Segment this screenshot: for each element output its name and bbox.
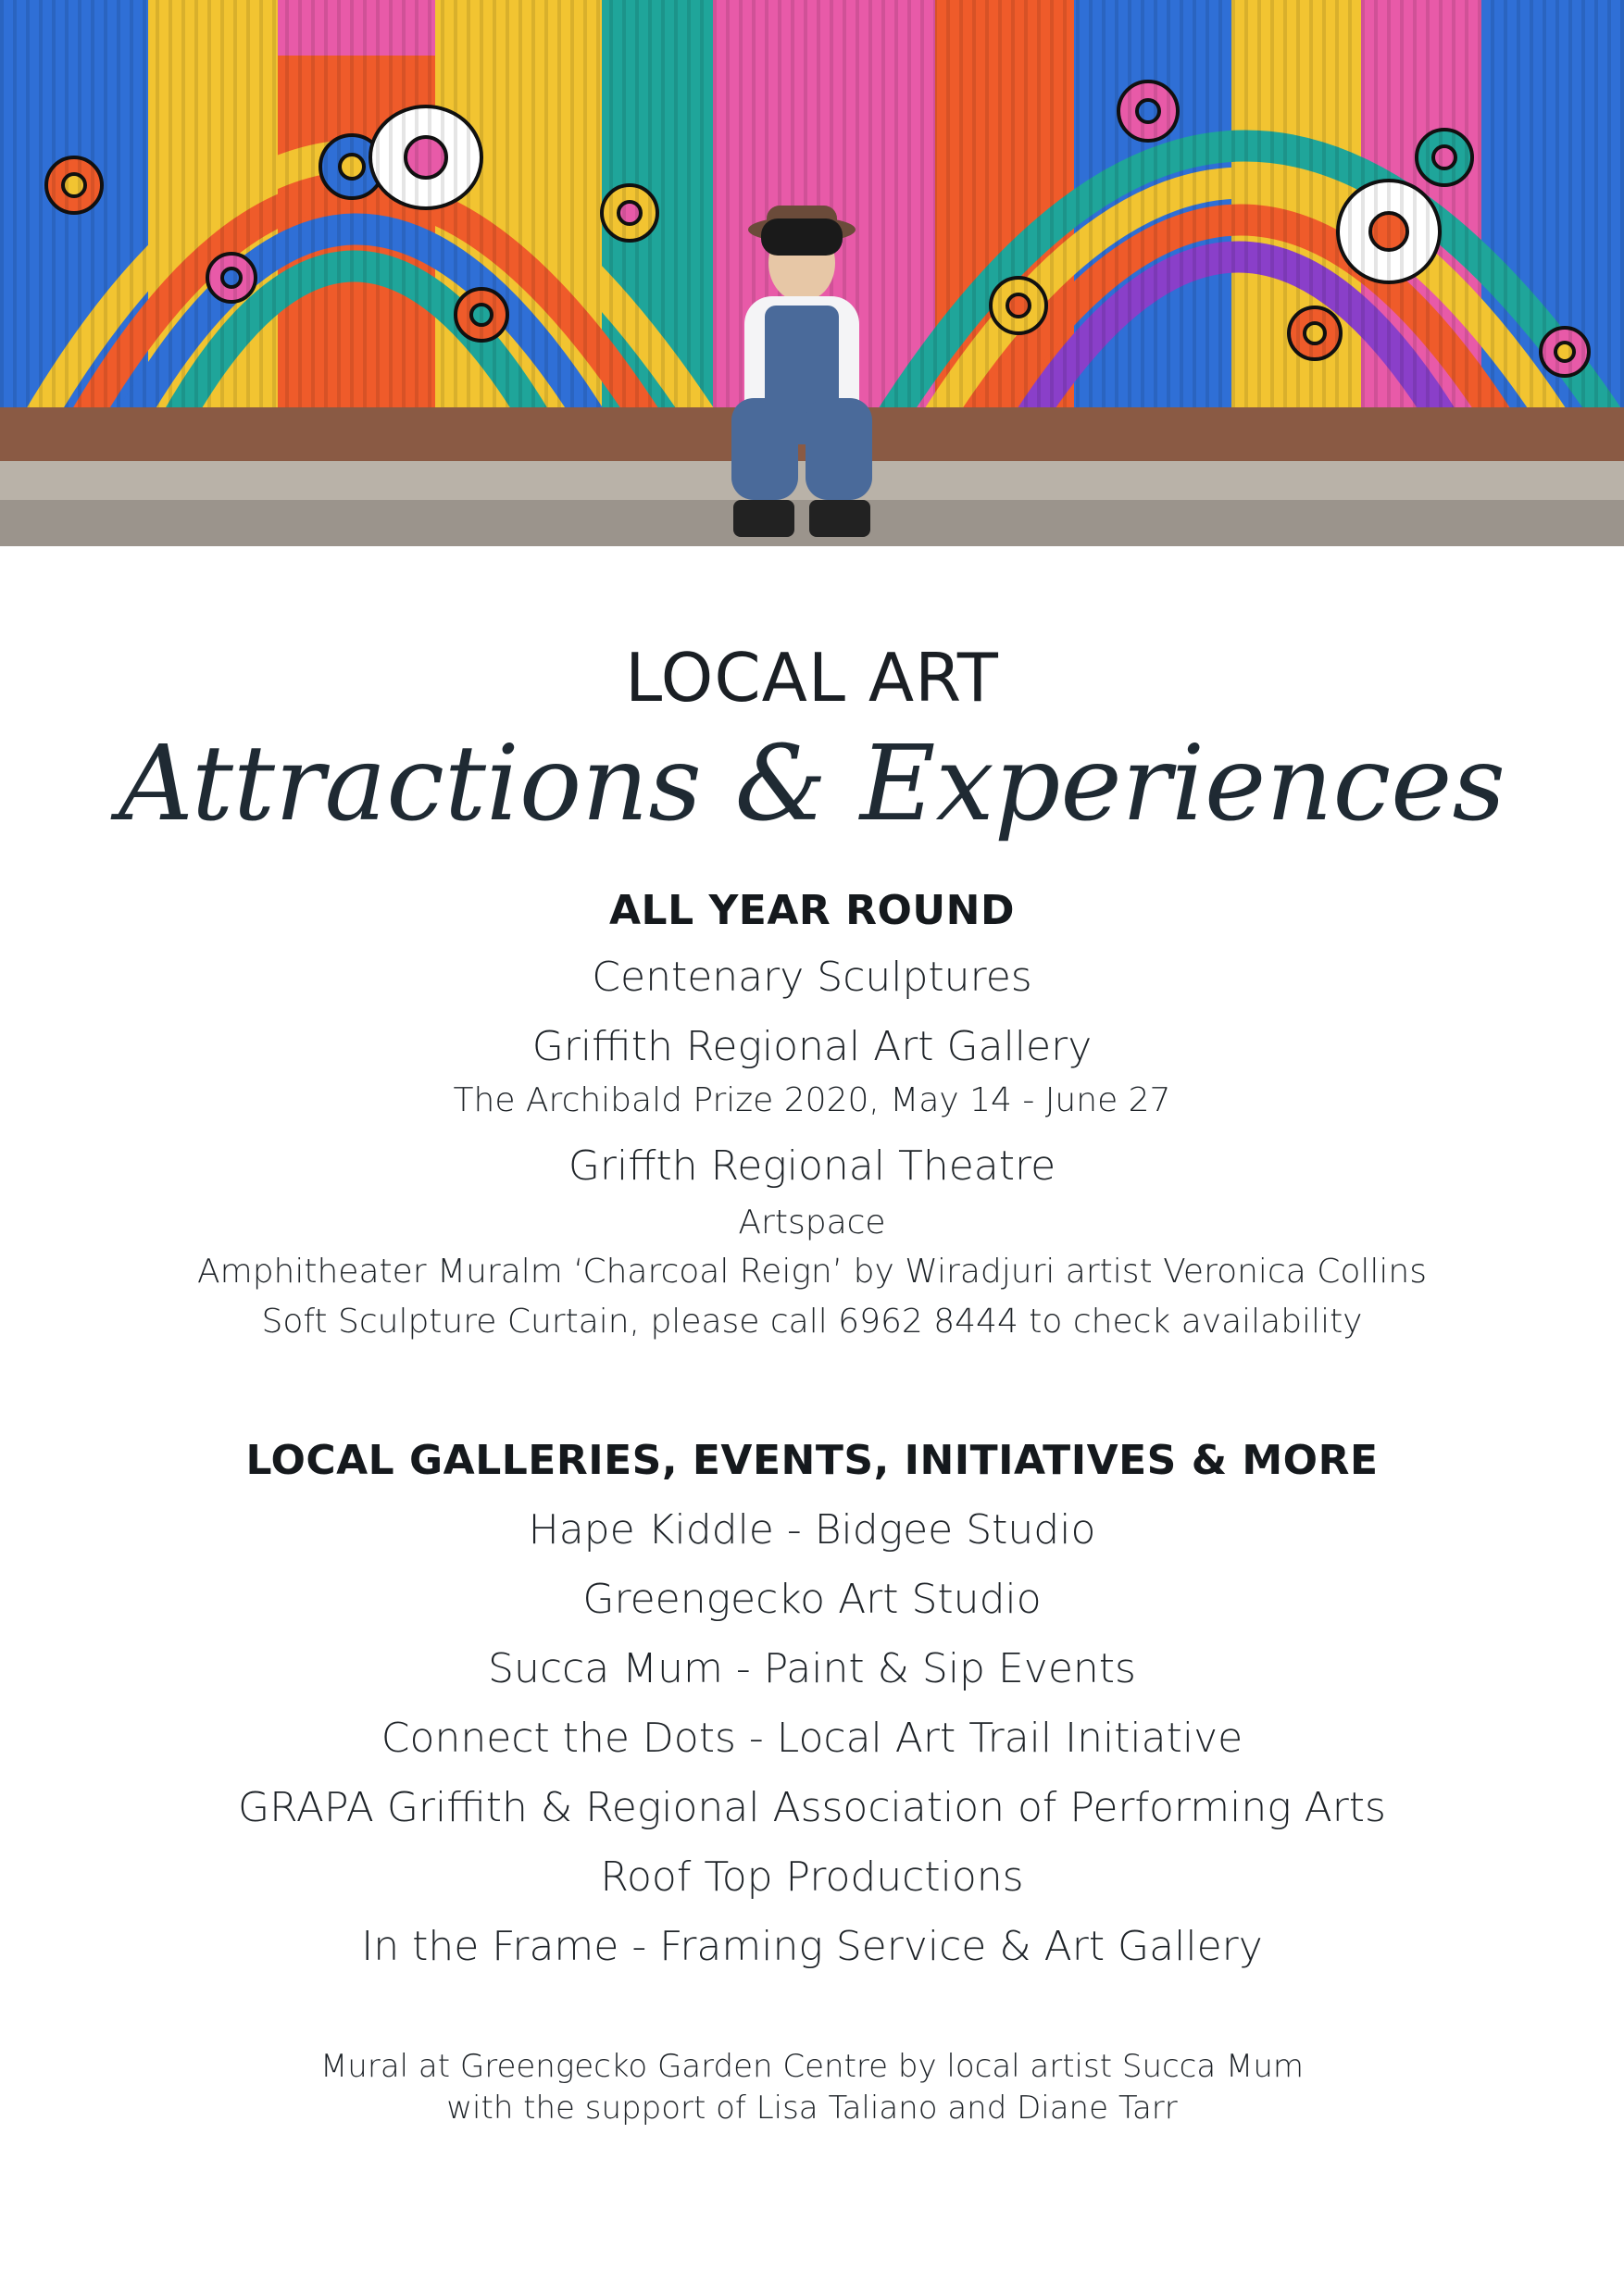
list-item: Greengecko Art Studio <box>582 1576 1042 1623</box>
photo-caption-line-2: with the support of Lisa Taliano and Diane Tarr <box>446 2090 1178 2127</box>
photo-caption-line-1: Mural at Greengecko Garden Centre by local artist Succa Mum <box>319 2048 1305 2085</box>
list-item-detail: The Archibald Prize 2020, May 14 - June 27 <box>453 1081 1171 1119</box>
list-item: In the Frame - Framing Service & Art Gallery <box>361 1923 1263 1970</box>
list-item: GRAPA Griffith & Regional Association of Performing Arts <box>238 1784 1386 1831</box>
section-heading-local: LOCAL GALLERIES, EVENTS, INITIATIVES & MORE <box>245 1437 1379 1484</box>
list-item: Griffith Regional Art Gallery <box>531 1023 1093 1070</box>
list-item-detail: Artspace <box>738 1204 886 1242</box>
list-item: Centenary Sculptures <box>592 954 1032 1001</box>
page-title: LOCAL ART <box>625 639 999 717</box>
mural-photo <box>0 0 1624 546</box>
list-item: Hape Kiddle - Bidgee Studio <box>528 1506 1096 1554</box>
list-item-detail: Soft Sculpture Curtain, please call 6962 8444 to check availability <box>261 1303 1363 1341</box>
list-item: Connect the Dots - Local Art Trail Initiative <box>381 1715 1243 1762</box>
list-item: Griffth Regional Theatre <box>568 1142 1056 1190</box>
list-item: Succa Mum - Paint & Sip Events <box>488 1645 1136 1692</box>
list-item: Roof Top Productions <box>600 1853 1024 1901</box>
list-item-detail: Amphitheater Muralm ‘Charcoal Reign’ by Wiradjuri artist Veronica Collins <box>197 1253 1427 1291</box>
section-heading-all-year: ALL YEAR ROUND <box>609 887 1015 934</box>
page-subtitle: Attractions & Experiences <box>119 724 1505 844</box>
